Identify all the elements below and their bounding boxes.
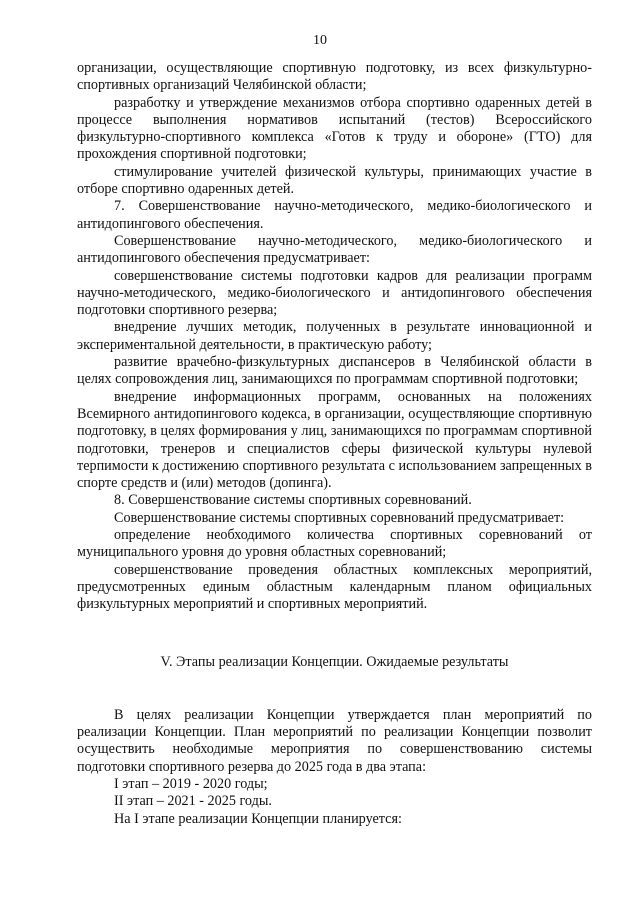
- paragraphs-after-heading: [77, 707, 592, 828]
- paragraph: совершенствование системы подготовки кадров для реализации программ научно-методического, медико-биологического и антидопингового обеспечения подготовки спортивного резерва;: [77, 267, 592, 319]
- paragraph: организации, осуществляющие спортивную подготовку, из всех физкультурно-спортивных организаций Челябинской области;: [77, 60, 592, 94]
- paragraph: разработку и утверждение механизмов отбора спортивно одаренных детей в процессе выполнения нормативов испытаний (тестов) Всероссийского физкультурно-спортивного комплекса «Готов к труду и обороне» (ГТО) для прохождения спортивной подготовки;: [77, 94, 592, 163]
- paragraph: В целях реализации Концепции утверждается план мероприятий по реализации Концепции. План мероприятий по реализации Концепции позволит осуществить необходимые мероприятия по совершенствованию системы подготовки спортивного резерва до 2025 года в два этапа:: [77, 706, 592, 775]
- paragraph: совершенствование проведения областных комплексных мероприятий, предусмотренных единым областным календарным планом официальных физкультурных мероприятий и спортивных мероприятий.: [77, 561, 592, 613]
- paragraph: Совершенствование системы спортивных соревнований предусматривает:: [114, 509, 565, 526]
- document-body: [77, 60, 592, 828]
- paragraph: внедрение лучших методик, полученных в результате инновационной и экспериментальной деятельности, в практическую работу;: [77, 319, 592, 353]
- paragraph: определение необходимого количества спортивных соревнований от муниципального уровня до уровня областных соревнований;: [77, 527, 592, 561]
- paragraph: стимулирование учителей физической культуры, принимающих участие в отборе спортивно одаренных детей.: [77, 163, 592, 198]
- paragraphs-before-heading: [77, 60, 592, 614]
- paragraph: 8. Совершенствование системы спортивных соревнований.: [114, 492, 472, 509]
- paragraph: внедрение информационных программ, основанных на положениях Всемирного антидопингового кодекса, в организации, осуществляющие спортивную подготовку, в целях формирования у лиц, занимающихся по программам спортивной подготовки, тренеров и специалистов сферы физической культуры нулевой терпимости к достижению спортивного результата с использованием запрещенных в спорте средств и (или) методов (допинга).: [77, 388, 592, 492]
- section-heading: V. Этапы реализации Концепции. Ожидаемые результаты: [160, 653, 509, 670]
- paragraph: II этап – 2021 - 2025 годы.: [114, 793, 272, 810]
- paragraph: развитие врачебно-физкультурных диспансеров в Челябинской области в целях сопровождения лиц, занимающихся по программам спортивной подготовки;: [77, 354, 592, 388]
- paragraph: I этап – 2019 - 2020 годы;: [114, 775, 268, 792]
- paragraph: 7. Совершенствование научно-методического, медико-биологического и антидопингового обеспечения.: [77, 198, 592, 232]
- page-number: 10: [313, 33, 327, 48]
- paragraph: Совершенствование научно-методического, медико-биологического и антидопингового обеспечения предусматривает:: [77, 232, 592, 267]
- paragraph: На I этапе реализации Концепции планируется:: [114, 810, 402, 827]
